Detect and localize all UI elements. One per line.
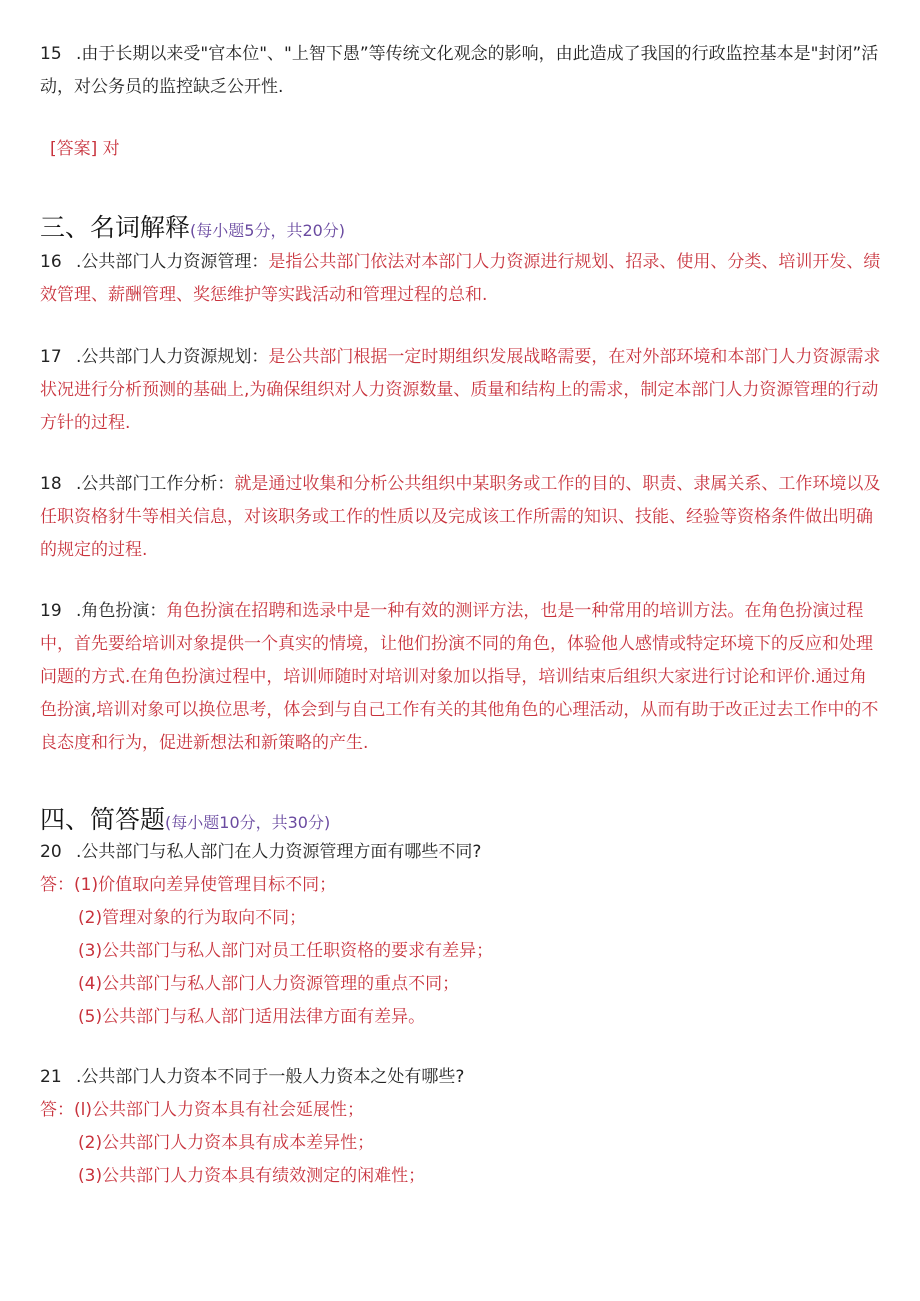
question-number: 18 xyxy=(40,474,62,494)
section-title: 三、名词解释 xyxy=(40,213,191,242)
question-text: .由于长期以来受"官本位"、"上智下愚”等传统文化观念的影响，由此造成了我国的行政监控基本是"封闭”活动，对公务员的监控缺乏公开性. xyxy=(40,44,879,97)
section-note: (每小题5分，共20分) xyxy=(190,221,346,240)
answer-text: (l)公共部门人力资本具有社会延展性； xyxy=(74,1100,364,1120)
answer-item: (3)公共部门人力资本具有绩效测定的闲难性； xyxy=(78,1166,426,1186)
question-18 xyxy=(40,468,882,567)
answer-item xyxy=(40,1094,425,1127)
answer-list-20 xyxy=(40,869,493,1034)
answer-item: (2)公共部门人力资本具有成本差异性； xyxy=(78,1133,375,1153)
section-heading-4 xyxy=(40,800,330,836)
definition: 是公共部门根据一定时期组织发展战略需要，在对外部环境和本部门人力资源需求状况进行分析预测的基础上,为确保组织对人力资源数量、质量和结构上的需求，制定本部门人力资源管理的行动方针的过程. xyxy=(40,347,881,433)
answer-list-21 xyxy=(40,1094,425,1193)
section-note: (每小题10分，共30分) xyxy=(165,813,331,832)
question-17 xyxy=(40,341,882,440)
answer-item xyxy=(40,869,493,902)
section-title: 四、简答题 xyxy=(40,805,166,834)
question-20 xyxy=(40,836,882,869)
question-number: 16 xyxy=(40,252,62,272)
question-number: 21 xyxy=(40,1067,62,1087)
definition: 角色扮演在招聘和选录中是一种有效的测评方法，也是一种常用的培训方法。在角色扮演过程中，首先要给培训对象提供一个真实的情境，让他们扮演不同的角色，体验他人感情或特定环境下的反应和处理问题的方式.在角色扮演过程中，培训师随时对培训对象加以指导，培训结束后组织大家进行讨论和评价.通过角色扮演,培训对象可以换位思考，体会到与自己工作有关的其他角色的心理活动，从而有助于改正过去工作中的不良态度和行为，促进新想法和新策略的产生. xyxy=(40,601,879,753)
section-heading-3 xyxy=(40,208,345,244)
question-number: 19 xyxy=(40,601,62,621)
question-16 xyxy=(40,246,882,312)
answer-item: (2)管理对象的行为取向不同； xyxy=(78,908,307,928)
question-text: .公共部门人力资本不同于一般人力资本之处有哪些? xyxy=(76,1067,465,1087)
answer-item: (3)公共部门与私人部门对员工任职资格的要求有差异； xyxy=(78,941,494,961)
answer-prefix: 答： xyxy=(40,875,74,895)
answer-item: (5)公共部门与私人部门适用法律方面有差异。 xyxy=(78,1007,426,1027)
question-text: .公共部门与私人部门在人力资源管理方面有哪些不同? xyxy=(76,842,482,862)
answer-text: (1)价值取向差异使管理目标不同； xyxy=(74,875,337,895)
question-19 xyxy=(40,595,882,760)
term: .公共部门工作分析： xyxy=(76,474,235,494)
definition: 就是通过收集和分析公共组织中某职务或工作的目的、职责、隶属关系、工作环境以及任职资格豺牛等相关信息，对该职务或工作的性质以及完成该工作所需的知识、技能、经验等资格条件做出明确的规定的过程. xyxy=(40,474,881,560)
question-21 xyxy=(40,1061,882,1094)
answer-prefix: 答： xyxy=(40,1100,74,1120)
term: .公共部门人力资源管理： xyxy=(76,252,269,272)
term: .公共部门人力资源规划： xyxy=(76,347,269,367)
answer-label: [答案] 对 xyxy=(50,139,120,159)
question-number: 15 xyxy=(40,44,62,64)
answer-item: (4)公共部门与私人部门人力资源管理的重点不同； xyxy=(78,974,460,994)
question-number: 17 xyxy=(40,347,62,367)
question-15 xyxy=(40,38,882,104)
definition: 是指公共部门依法对本部门人力资源进行规划、招录、使用、分类、培训开发、绩效管理、薪酬管理、奖惩维护等实践活动和管理过程的总和. xyxy=(40,252,881,305)
question-number: 20 xyxy=(40,842,62,862)
term: .角色扮演： xyxy=(76,601,167,621)
